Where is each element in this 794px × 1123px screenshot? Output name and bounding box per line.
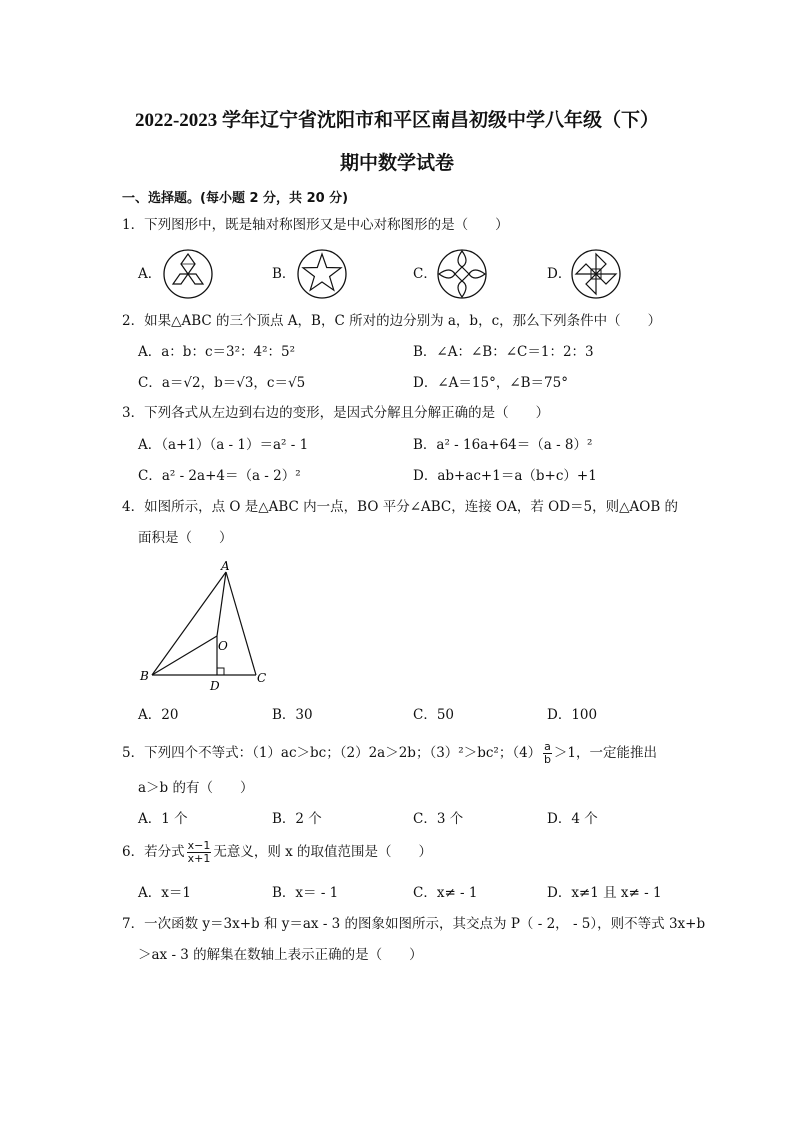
q5-fraction xyxy=(543,741,552,766)
q3-stem: 3．下列各式从左边到右边的变形，是因式分解且分解正确的是（ ） xyxy=(122,405,550,421)
q5-frac-numerator: a xyxy=(544,740,551,753)
q6-option-d: D．x≠1 且 x≠ - 1 xyxy=(547,885,662,901)
q2-option-b: B．∠A：∠B：∠C＝1：2：3 xyxy=(413,344,594,360)
label-o: O xyxy=(218,639,228,653)
q6-stem-part2: 无意义，则 x 的取值范围是（ ） xyxy=(213,844,433,860)
q1-option-d: D． xyxy=(547,266,572,282)
four-leaf-circle-icon xyxy=(436,248,488,300)
right-angle-mark xyxy=(217,668,224,675)
q5-option-d: D．4 个 xyxy=(547,811,598,827)
q6-stem-part1: 6．若分式 xyxy=(122,844,185,860)
q6-option-c: C．x≠ - 1 xyxy=(413,885,478,901)
q5-option-a: A．1 个 xyxy=(138,811,188,827)
q2-option-c: C．a＝√2，b＝√3，c＝√5 xyxy=(138,375,306,391)
q5-stem-part2: ＞1，一定能推出 xyxy=(553,745,657,761)
q5-option-c: C．3 个 xyxy=(413,811,464,827)
q2-option-d: D．∠A＝15°，∠B＝75° xyxy=(413,375,568,391)
q3-option-b: B．a² - 16a+64＝（a - 8）² xyxy=(413,437,593,453)
segment-bo xyxy=(152,636,217,675)
q2-stem: 2．如果△ABC 的三个顶点 A，B，C 所对的边分别为 a，b，c，那么下列条件中（ ） xyxy=(122,313,662,329)
q2-option-a: A．a：b：c＝3²：4²：5² xyxy=(138,344,296,360)
label-b: B xyxy=(140,669,149,683)
label-c: C xyxy=(257,671,267,685)
q6-option-a: A．x＝1 xyxy=(138,885,191,901)
side-ab xyxy=(152,572,226,675)
paper-title-line1: 2022-2023 学年辽宁省沈阳市和平区南昌初级中学八年级（下） xyxy=(134,110,660,131)
q6-stem xyxy=(122,840,432,865)
q4-stem-line1: 4．如图所示，点 O 是△ABC 内一点，BO 平分∠ABC，连接 OA，若 OD＝5，则△AOB 的 xyxy=(122,499,679,515)
triangle-abc-figure xyxy=(130,560,280,695)
diamond-triad-circle-icon xyxy=(162,248,214,300)
q7-stem-line2: ＞ax - 3 的解集在数轴上表示正确的是（ ） xyxy=(138,947,423,963)
side-ac xyxy=(226,572,256,675)
q4-option-b: B．30 xyxy=(272,707,313,723)
q1-option-a: A． xyxy=(138,266,162,282)
q3-option-a: A．（a+1）（a - 1）＝a² - 1 xyxy=(138,437,309,453)
q5-frac-denominator: b xyxy=(544,753,552,766)
pinwheel-circle-icon xyxy=(570,248,622,300)
q3-option-c: C．a² - 2a+4＝（a - 2）² xyxy=(138,468,301,484)
q1-option-c: C． xyxy=(413,266,437,282)
q6-option-b: B．x＝ - 1 xyxy=(272,885,339,901)
paper-title-line2: 期中数学试卷 xyxy=(339,153,454,174)
q7-stem-line1: 7．一次函数 y＝3x+b 和 y＝ax - 3 的图象如图所示，其交点为 P（ - 2， - 5），则不等式 3x+b xyxy=(122,916,706,932)
q5-option-b: B．2 个 xyxy=(272,811,322,827)
q4-option-d: D．100 xyxy=(547,707,598,723)
q6-frac-denominator: x+1 xyxy=(187,852,211,865)
q4-option-a: A．20 xyxy=(138,707,179,723)
star-circle-icon xyxy=(296,248,348,300)
q3-option-d: D．ab+ac+1＝a（b+c）+1 xyxy=(413,468,597,484)
q5-stem-part1: 5．下列四个不等式：（1）ac＞bc；（2）2a＞2b；（3）²＞bc²；（4） xyxy=(122,745,542,761)
q1-option-b: B． xyxy=(272,266,296,282)
q6-fraction xyxy=(187,840,212,865)
label-d: D xyxy=(210,679,220,693)
segment-ao xyxy=(217,572,226,636)
section-heading: 一、选择题。(每小题 2 分，共 20 分) xyxy=(122,191,349,206)
q5-stem-line1 xyxy=(122,741,657,766)
q4-option-c: C．50 xyxy=(413,707,455,723)
q4-stem-line2: 面积是（ ） xyxy=(138,530,233,546)
q1-stem: 1．下列图形中，既是轴对称图形又是中心对称图形的是（ ） xyxy=(122,217,509,233)
label-a: A xyxy=(221,559,230,573)
q5-stem-line2: a＞b 的有（ ） xyxy=(138,780,254,796)
q6-frac-numerator: x−1 xyxy=(187,839,211,852)
